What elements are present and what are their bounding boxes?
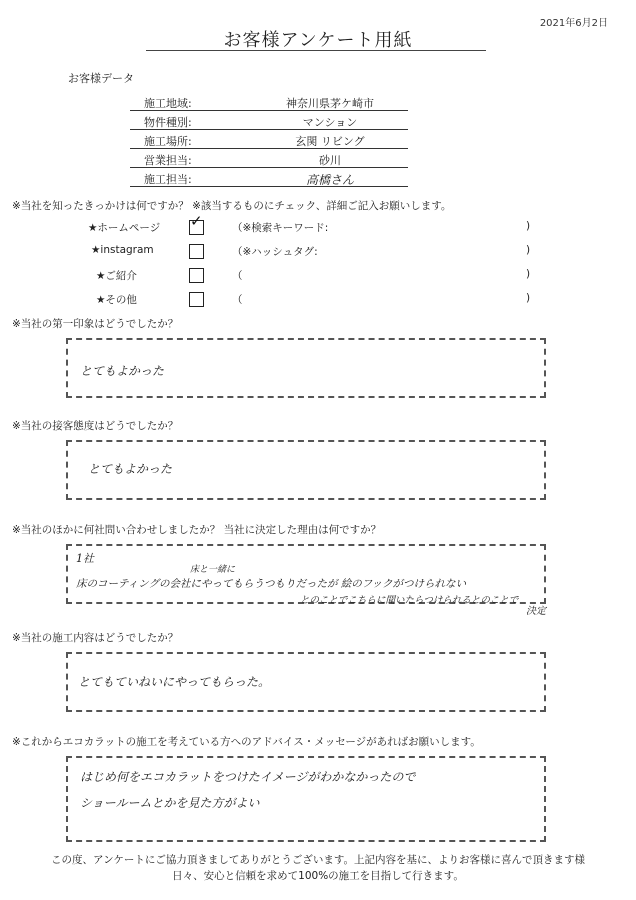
row-label: 施工地域:	[144, 97, 192, 110]
source-label-homepage: ★ホームページ	[88, 222, 161, 234]
close-paren: )	[526, 220, 531, 232]
close-paren: )	[526, 244, 531, 256]
source-label-instagram: ★instagram	[91, 244, 154, 256]
row-value-handwritten: 高橋さん	[305, 173, 354, 187]
answer-service-attitude: とてもよかった	[88, 462, 173, 476]
question-source: ※当社を知ったきっかけは何ですか？ ※該当するものにチェック、詳細ご記入お願いします。	[12, 200, 452, 212]
check-mark-icon: ✓	[190, 212, 203, 230]
customer-row-property-type	[130, 112, 408, 130]
answer-company-count: 1社	[76, 552, 94, 565]
answer-reason-line2: とのことでこちらに聞いたらつけられるとのことで	[300, 595, 519, 606]
source-detail-other: （	[232, 294, 243, 306]
question-other-companies: ※当社のほかに何社問い合わせしましたか？ 当社に決定した理由は何ですか？	[12, 524, 382, 536]
answer-advice-line1: はじめ何をエコカラットをつけたイメージがわかなかったので	[80, 770, 416, 784]
footer-line2: 日々、安心と信頼を求めて100%の施工を目指して行きます。	[172, 870, 464, 882]
question-advice: ※これからエコカラットの施工を考えている方へのアドバイス・メッセージがあればお願いします。	[12, 736, 481, 748]
close-paren: )	[526, 292, 531, 304]
checkbox-referral[interactable]	[189, 268, 204, 283]
title-underline	[146, 50, 486, 51]
row-value: 神奈川県茅ケ崎市	[286, 97, 374, 110]
question-construction-quality: ※当社の施工内容はどうでしたか？	[12, 632, 179, 644]
answer-advice-line2: ショールームとかを見た方がよい	[80, 796, 260, 810]
row-label: 施工場所:	[144, 135, 192, 148]
row-label: 営業担当:	[144, 154, 192, 167]
row-label: 物件種別:	[144, 116, 192, 129]
source-detail-instagram: （※ハッシュタグ:	[232, 246, 318, 258]
question-service-attitude: ※当社の接客態度はどうでしたか？	[12, 420, 179, 432]
question-first-impression: ※当社の第一印象はどうでしたか？	[12, 318, 179, 330]
answer-reason-line3: 決定	[526, 606, 546, 617]
customer-row-installer	[130, 169, 408, 187]
customer-row-location	[130, 131, 408, 149]
row-value: 砂川	[319, 154, 341, 167]
survey-date: 2021年6月2日	[539, 18, 608, 29]
answer-reason-line1: 床のコーティングの会社にやってもらうつもりだったが 絵のフックがつけられない	[76, 578, 467, 590]
source-detail-homepage: （※検索キーワード:	[232, 222, 329, 234]
source-detail-referral: （	[232, 270, 243, 282]
customer-section-heading: お客様データ	[68, 72, 134, 85]
source-label-referral: ★ご紹介	[96, 270, 137, 282]
row-label: 施工担当:	[144, 173, 192, 186]
close-paren: )	[526, 268, 531, 280]
customer-row-area	[130, 93, 408, 111]
page-title: お客様アンケート用紙	[223, 30, 413, 51]
answer-insert-note: 床と一緒に	[190, 565, 236, 575]
row-value: マンション	[302, 116, 358, 129]
checkbox-instagram[interactable]	[189, 244, 204, 259]
source-label-other: ★その他	[96, 294, 137, 306]
footer-line1: この度、アンケートにご協力頂きましてありがとうございます。上記内容を基に、よりお客様に喜んで頂きます様	[50, 854, 586, 866]
answer-first-impression: とてもよかった	[80, 364, 165, 378]
checkbox-other[interactable]	[189, 292, 204, 307]
row-value: 玄関 リビング	[295, 135, 365, 148]
answer-construction-quality: とてもていねいにやってもらった。	[78, 675, 271, 689]
customer-row-sales	[130, 150, 408, 168]
